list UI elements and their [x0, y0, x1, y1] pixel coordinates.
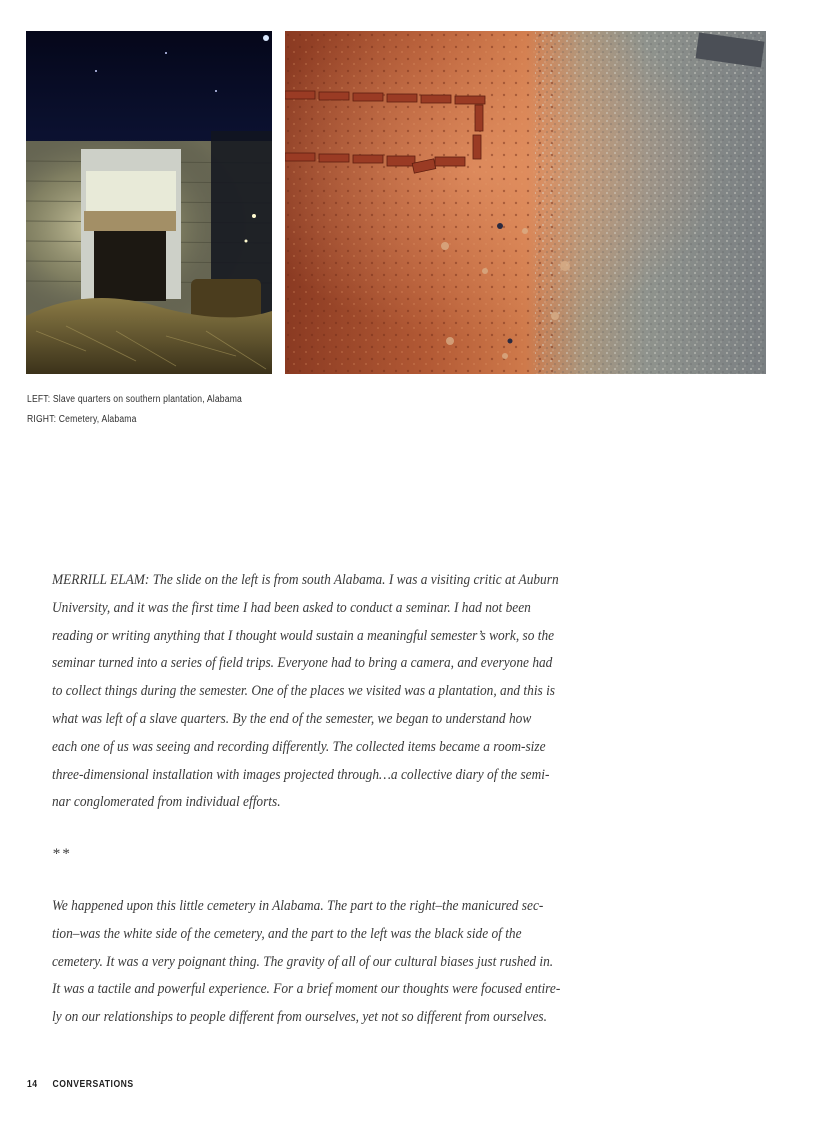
paragraph-1 [52, 566, 622, 816]
section-name: CONVERSATIONS [52, 1079, 134, 1090]
text-line: seminar turned into a series of field trips. Everyone had to bring a camera, and everyone had [52, 654, 553, 672]
caption-left: LEFT: Slave quarters on southern plantation, Alabama [27, 394, 242, 405]
text-line: to collect things during the semester. One of the places we visited was a plantation, and this is [52, 682, 556, 700]
page-number: 14 [27, 1079, 38, 1090]
text-line: each one of us was seeing and recording differently. The collected items became a room-size [52, 737, 546, 755]
page-footer [27, 1079, 134, 1090]
paragraph-2 [52, 892, 622, 1031]
cemetery-image [285, 31, 766, 374]
text-line: MERRILL ELAM: The slide on the left is from south Alabama. I was a visiting critic at Auburn [52, 571, 559, 588]
text-line: reading or writing anything that I thought would sustain a meaningful semester’s work, so the [52, 626, 555, 644]
text-line: what was left of a slave quarters. By the end of the semester, we began to understand how [52, 709, 532, 727]
text-line: We happened upon this little cemetery in Alabama. The part to the right–the manicured sec- [52, 896, 544, 914]
text-line: tion–was the white side of the cemetery, and the part to the left was the black side of the [52, 924, 522, 942]
photo-cemetery [285, 31, 766, 374]
text-line: three-dimensional installation with images projected through…a collective diary of the semi- [52, 765, 550, 783]
text-line: It was a tactile and powerful experience. For a brief moment our thoughts were focused entire- [52, 980, 561, 998]
article-body [52, 566, 622, 1031]
text-line: cemetery. It was a very poignant thing. The gravity of all of our cultural biases just rushed in. [52, 952, 554, 970]
photo-caption [27, 390, 242, 430]
text-line: nar conglomerated from individual efforts. [52, 793, 281, 811]
slave-quarters-image [26, 31, 272, 374]
text-line: ly on our relationships to people different from ourselves, yet not so different from ourselves. [52, 1008, 547, 1026]
photo-slave-quarters [26, 31, 272, 374]
section-separator: ** [52, 845, 72, 863]
caption-right: RIGHT: Cemetery, Alabama [27, 414, 137, 425]
text-line: University, and it was the first time I had been asked to conduct a seminar. I had not been [52, 598, 531, 616]
